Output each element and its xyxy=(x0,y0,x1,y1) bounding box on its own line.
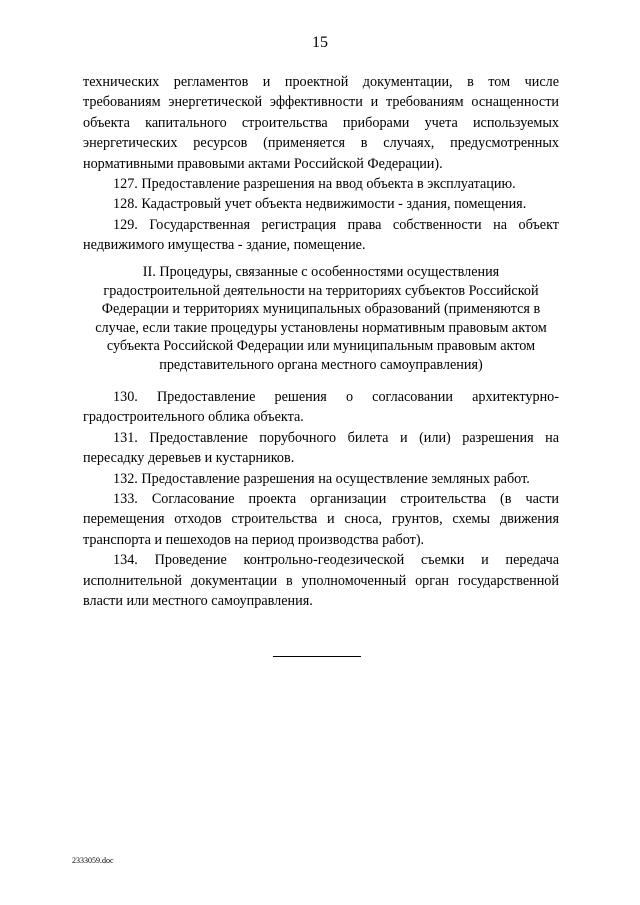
continuation-paragraph: технических регламентов и проектной документации, в том числе требованиям энергетической эффективности и требованиям оснащенности объекта капитального строительства приборами учета используемых энергетических ресурсов (применяется в случаях, предусмотренных нормативными правовыми актами Российской Федерации). xyxy=(83,74,559,172)
list-item-131: 131. Предоставление порубочного билета и (или) разрешения на пересадку деревьев и кустарников. xyxy=(83,429,559,467)
end-divider xyxy=(273,656,361,657)
list-item-129: 129. Государственная регистрация права собственности на объект недвижимого имущества - здание, помещение. xyxy=(83,216,559,254)
list-item-133: 133. Согласование проекта организации строительства (в части перемещения отходов строительства и сноса, грунтов, схемы движения транспорта и пешеходов на период производства работ). xyxy=(83,491,559,548)
document-body-bottom xyxy=(83,387,559,611)
footer-document-ref: 2333059.doc xyxy=(72,856,114,865)
document-body-top xyxy=(83,72,559,256)
section-heading: II. Процедуры, связанные с особенностями осуществления градостроительной деятельности на территориях субъектов Российской Федерации и территориях муниципальных образований (применяются в случае, если такие процедуры установлены нормативным правовым актом субъекта Российской Федерации или муниципальным правовым актом представительного органа местного самоуправления) xyxy=(95,264,547,373)
list-item-130: 130. Предоставление решения о согласовании архитектурно-градостроительного облика объекта. xyxy=(83,389,559,426)
list-item-134: 134. Проведение контрольно-геодезической съемки и передача исполнительной документации в уполномоченный орган государственной власти или местного самоуправления. xyxy=(83,552,559,610)
page-number: 15 xyxy=(312,34,328,51)
list-item-128: 128. Кадастровый учет объекта недвижимости - здания, помещения. xyxy=(113,196,527,213)
list-item-132: 132. Предоставление разрешения на осуществление земляных работ. xyxy=(113,470,530,487)
list-item-127: 127. Предоставление разрешения на ввод объекта в эксплуатацию. xyxy=(113,176,516,193)
